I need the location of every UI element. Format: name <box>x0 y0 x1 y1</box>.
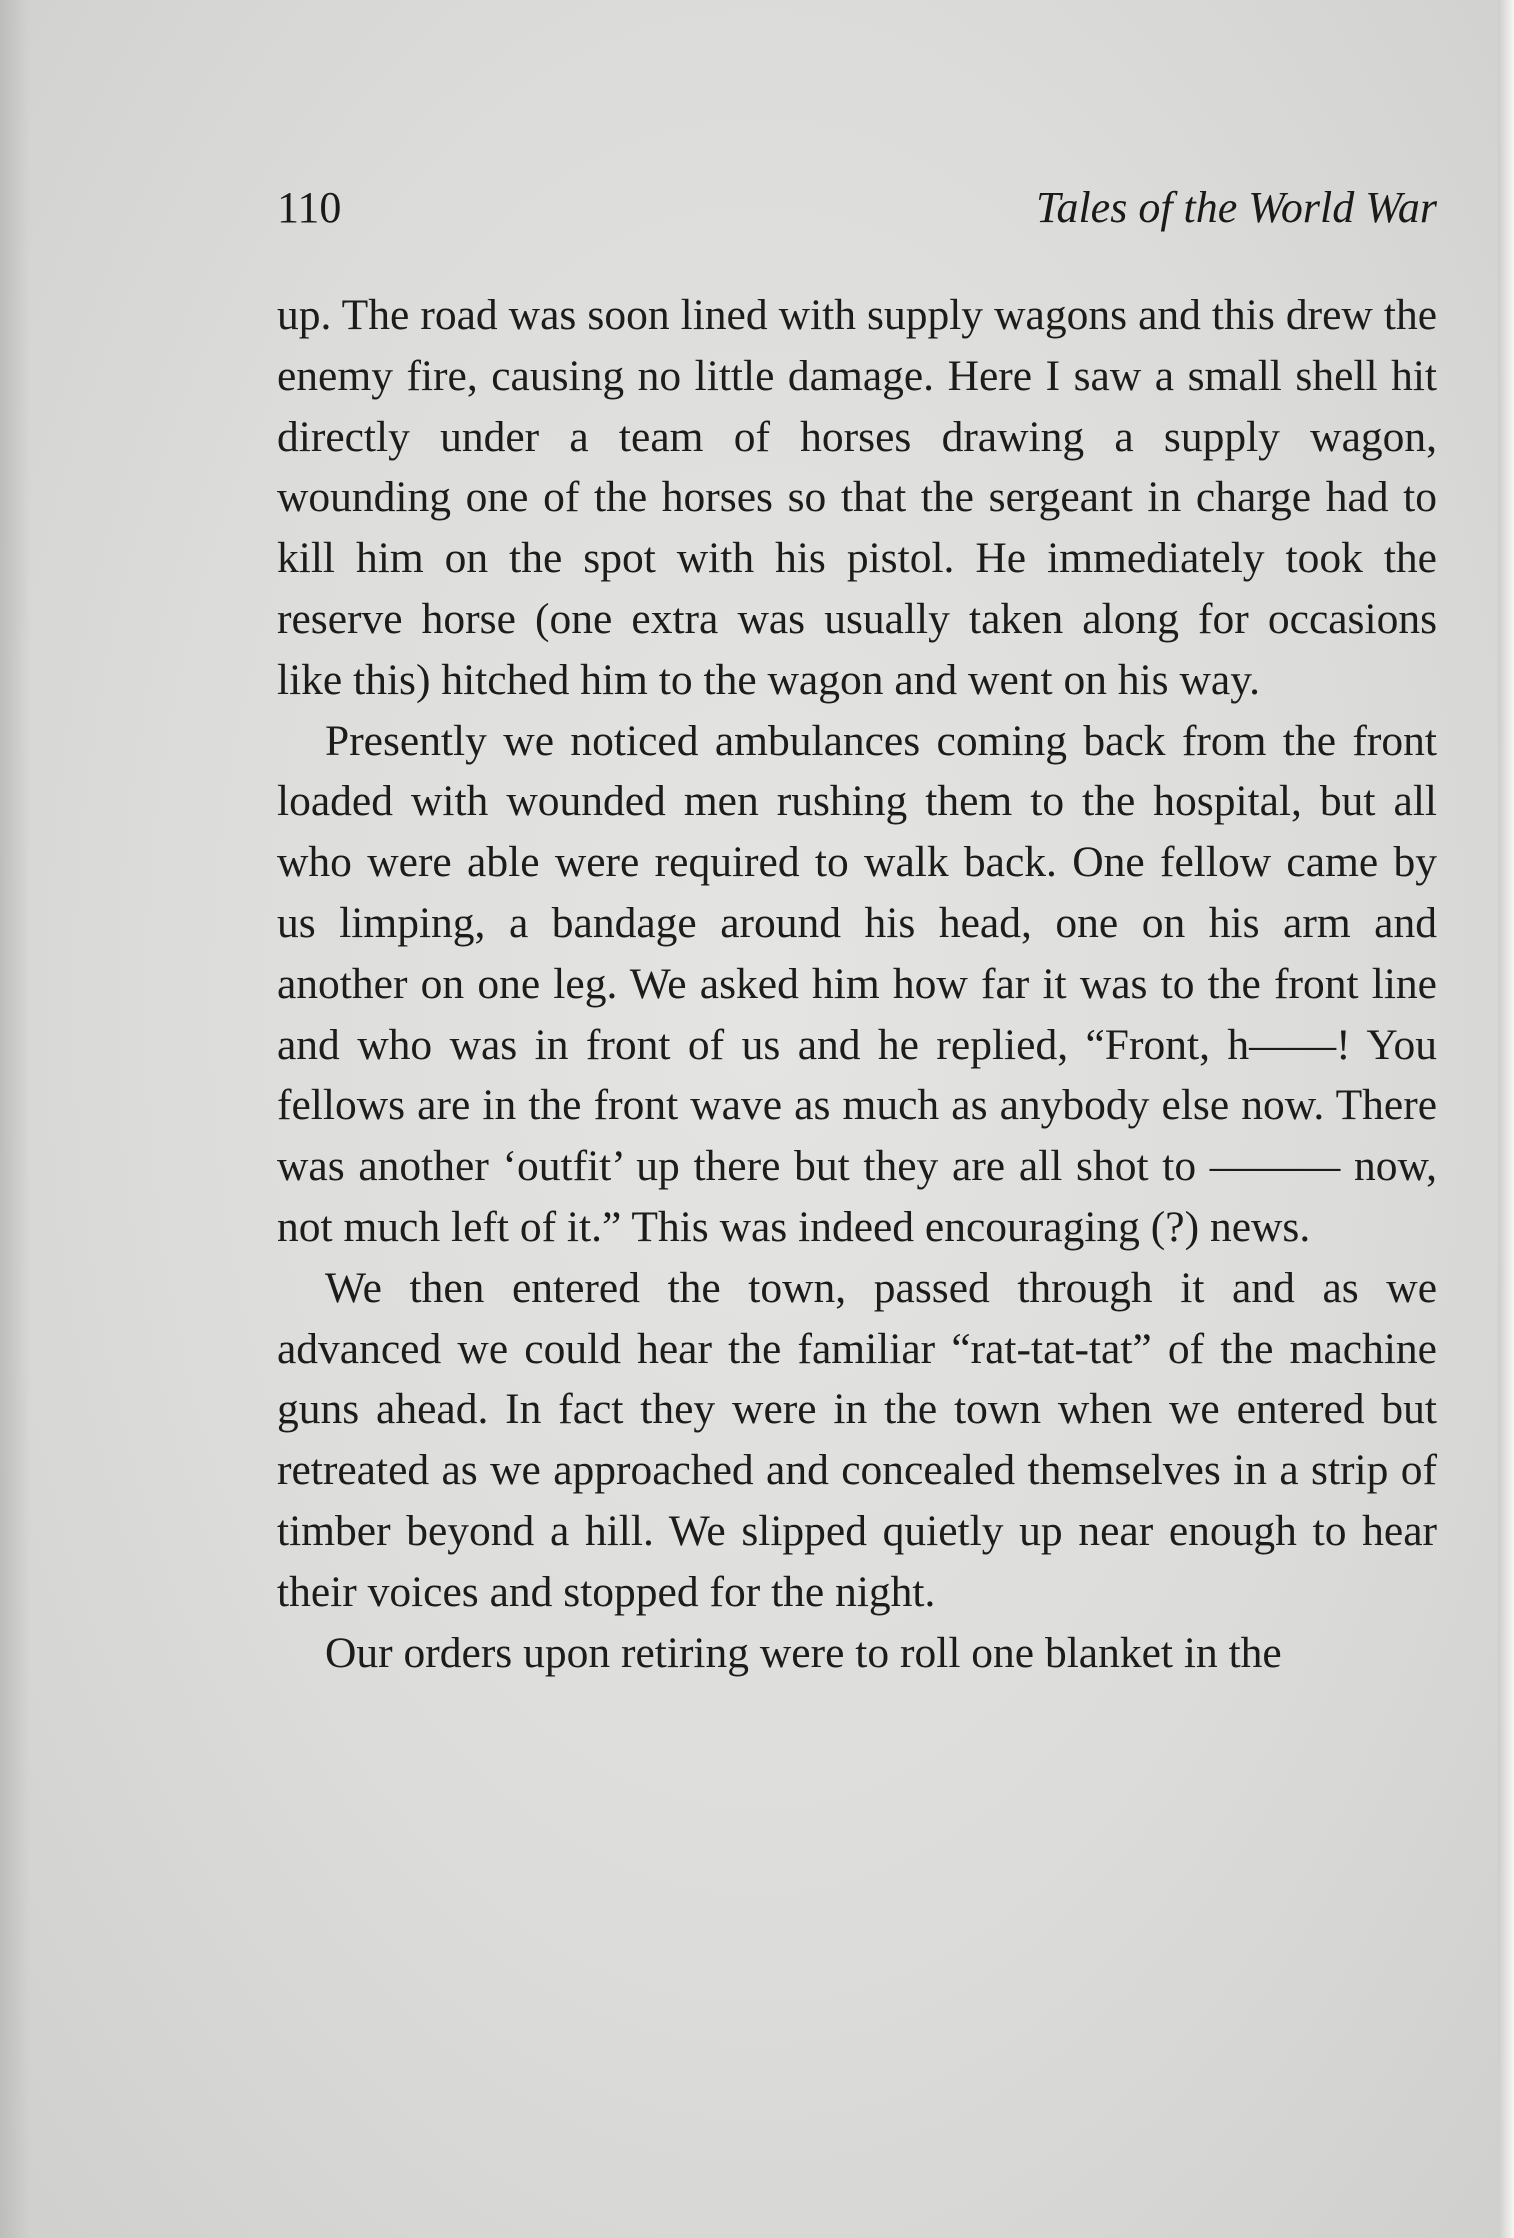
paragraph: Our orders upon retiring were to roll one blanket in the <box>325 1628 1282 1677</box>
running-head <box>277 182 1437 242</box>
page-number: 110 <box>277 183 342 232</box>
paragraph: up. The road was soon lined with supply wagons and this drew the enemy fire, causing no little damage. Here I saw a small shell hit directly under a team of horses drawing a supply wagon, wounding one of the horses so that the sergeant in charge had to kill him on the spot with his pistol. He immediately took the reserve horse (one extra was usually taken along for occasions like this) hitched him to the wagon and went on his way. <box>277 291 1437 704</box>
book-title: Tales of the World War <box>1036 183 1437 232</box>
page-left-edge-shadow <box>0 0 30 2238</box>
paragraph: We then entered the town, passed through it and as we advanced we could hear the familiar “rat-tat-tat” of the machine guns ahead. In fact they were in the town when we entered but retreated as we approached and concealed themselves in a strip of timber beyond a hill. We slipped quietly up near enough to hear their voices and stopped for the night. <box>277 1263 1437 1616</box>
page-right-edge <box>1498 0 1514 2238</box>
body-text <box>277 285 1437 1683</box>
paragraph: Presently we noticed ambulances coming back from the front loaded with wounded men rushing them to the hospital, but all who were able were required to walk back. One fellow came by us limping, a bandage around his head, one on his arm and another on one leg. We asked him how far it was to the front line and who was in front of us and he replied, “Front, h——! You fellows are in the front wave as much as anybody else now. There was another ‘outfit’ up there but they are all shot to ——— now, not much left of it.” This was indeed encouraging (?) news. <box>277 716 1437 1251</box>
